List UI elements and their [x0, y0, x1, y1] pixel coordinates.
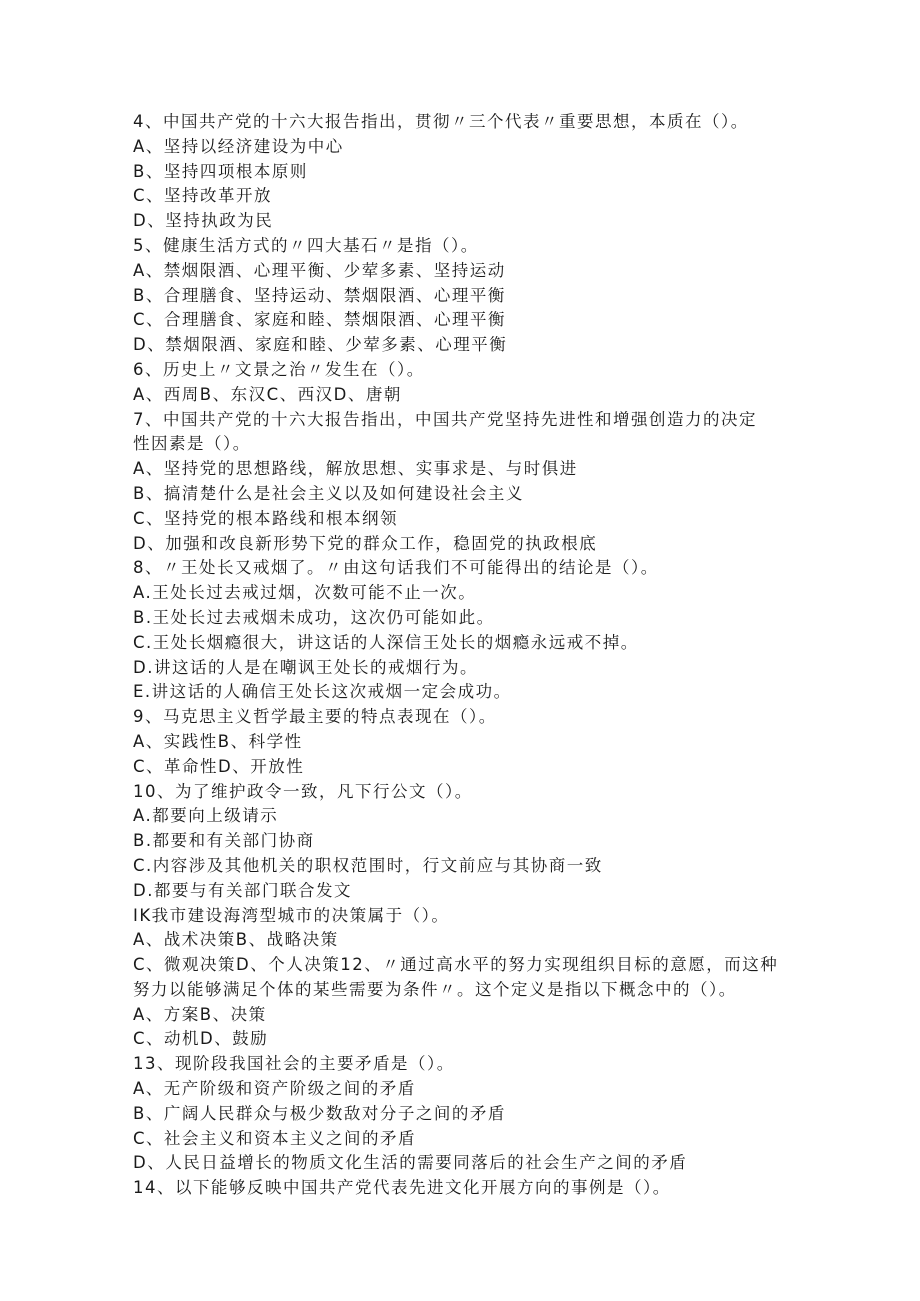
text-line: 努力以能够满足个体的某些需要为条件〃。这个定义是指以下概念中的（）。	[133, 979, 737, 999]
text-line: C、动机D、鼓励	[133, 1029, 269, 1049]
text-line: B、广阔人民群众与极少数敌对分子之间的矛盾	[133, 1103, 506, 1123]
text-line: 5、健康生活方式的〃四大基石〃是指（）。	[133, 235, 479, 255]
text-line: C、社会主义和资本主义之间的矛盾	[133, 1128, 417, 1148]
text-line: C.王处长烟瘾很大，讲这话的人深信王处长的烟瘾永远戒不掉。	[133, 632, 639, 652]
text-line: A、方案B、决策	[133, 1004, 267, 1024]
text-line: D、人民日益增长的物质文化生活的需要同落后的社会生产之间的矛盾	[133, 1153, 688, 1173]
text-line: A、禁烟限酒、心理平衡、少荤多素、坚持运动	[133, 260, 506, 280]
text-line: A.王处长过去戒过烟，次数可能不止一次。	[133, 583, 477, 603]
text-line: A、坚持以经济建设为中心	[133, 136, 344, 156]
text-line: D.都要与有关部门联合发文	[133, 880, 352, 900]
text-line: C、坚持党的根本路线和根本纲领	[133, 508, 399, 528]
text-line: IK我市建设海湾型城市的决策属于（）。	[133, 905, 450, 925]
text-line: D、禁烟限酒、家庭和睦、少荤多素、心理平衡	[133, 335, 508, 355]
text-line: C、微观决策D、个人决策12、〃通过高水平的努力实现组织目标的意愿，而这种	[133, 955, 779, 975]
text-line: 9、马克思主义哲学最主要的特点表现在（）。	[133, 707, 497, 727]
text-line: 10、为了维护政令一致，凡下行公文（）。	[133, 781, 473, 801]
text-line: C、革命性D、开放性	[133, 756, 305, 776]
text-line: C、坚持改革开放	[133, 186, 273, 206]
text-line: A、坚持党的思想路线，解放思想、实事求是、与时俱进	[133, 459, 578, 479]
text-line: 性因素是（）。	[133, 434, 251, 454]
text-line: C.内容涉及其他机关的职权范围时，行文前应与其协商一致	[133, 855, 603, 875]
text-line: B、坚持四项根本原则	[133, 161, 308, 181]
document-body	[133, 110, 793, 1201]
text-line: B.都要和有关部门协商	[133, 831, 315, 851]
text-line: 13、现阶段我国社会的主要矛盾是（）。	[133, 1054, 455, 1074]
text-line: A、西周B、东汉C、西汉D、唐朝	[133, 384, 402, 404]
text-line: 7、中国共产党的十六大报告指出，中国共产党坚持先进性和增强创造力的决定	[133, 409, 757, 429]
text-line: D、坚持执政为民	[133, 211, 274, 231]
text-line: A、无产阶级和资产阶级之间的矛盾	[133, 1079, 416, 1099]
text-line: B、合理膳食、坚持运动、禁烟限酒、心理平衡	[133, 285, 506, 305]
text-line: C、合理膳食、家庭和睦、禁烟限酒、心理平衡	[133, 310, 507, 330]
text-line: A.都要向上级请示	[133, 806, 279, 826]
text-line: B、搞清楚什么是社会主义以及如何建设社会主义	[133, 483, 524, 503]
text-line: A、实践性B、科学性	[133, 731, 303, 751]
text-line: D、加强和改良新形势下党的群众工作，稳固党的执政根底	[133, 533, 598, 553]
text-line: 6、历史上〃文景之治〃发生在（）。	[133, 359, 425, 379]
text-line: 4、中国共产党的十六大报告指出，贯彻〃三个代表〃重要思想，本质在（）。	[133, 112, 749, 131]
text-line: D.讲这话的人是在嘲讽王处长的戒烟行为。	[133, 657, 478, 677]
text-line: 14、以下能够反映中国共产党代表先进文化开展方向的事例是（）。	[133, 1178, 671, 1198]
text-line: A、战术决策B、战略决策	[133, 930, 339, 950]
text-line: B.王处长过去戒烟未成功，这次仍可能如此。	[133, 607, 495, 627]
text-line: E.讲这话的人确信王处长这次戒烟一定会成功。	[133, 682, 512, 702]
text-line: 8、〃王处长又戒烟了。〃由这句话我们不可能得出的结论是（）。	[133, 558, 659, 578]
